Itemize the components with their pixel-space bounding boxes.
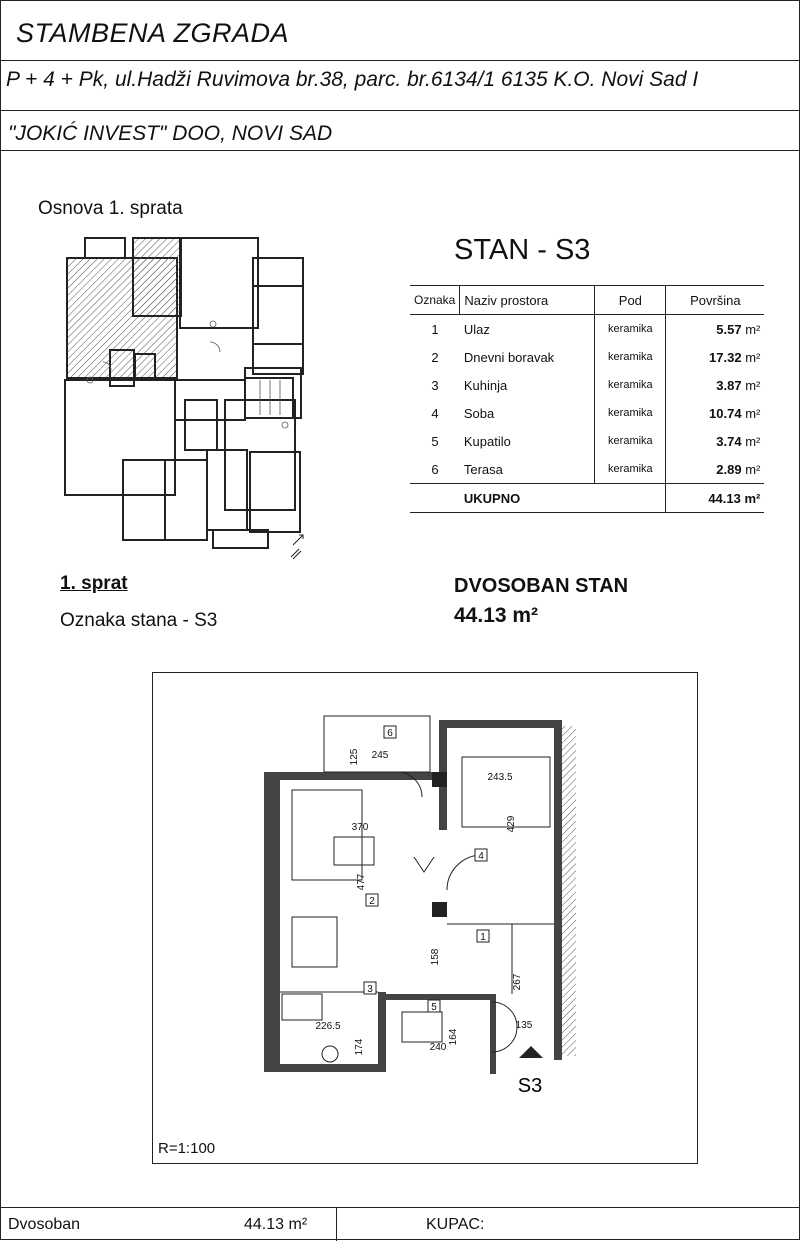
unit-heading: STAN - S3 <box>454 234 591 266</box>
table-row <box>410 371 764 399</box>
table-row <box>410 427 764 455</box>
room-no: 5 <box>431 433 439 449</box>
room-tag: 1 <box>480 932 486 943</box>
divider <box>0 110 800 111</box>
col-header-no: Oznaka <box>410 286 460 315</box>
dimension-label: 243.5 <box>487 772 513 783</box>
room-area: 17.32 m² <box>709 349 761 365</box>
col-header-name: Naziv prostora <box>460 286 595 315</box>
table-row <box>410 455 764 484</box>
dimension-label: 267 <box>512 973 523 991</box>
col-header-floor: Pod <box>595 286 666 315</box>
dimension-label: 158 <box>430 948 441 966</box>
room-no: 2 <box>431 349 439 365</box>
dimension-label: 240 <box>429 1042 447 1053</box>
room-no: 1 <box>431 321 439 337</box>
room-name: Ulaz <box>463 321 490 337</box>
rooms-table <box>410 285 764 513</box>
floor-overview-plan <box>55 230 325 575</box>
room-name: Terasa <box>463 461 503 477</box>
room-name: Kupatilo <box>463 433 511 449</box>
unit-code-label: Oznaka stana - S3 <box>60 610 218 631</box>
room-floor: keramika <box>595 399 666 427</box>
dimension-label: 174 <box>354 1038 365 1056</box>
dimension-label: 477 <box>356 873 367 891</box>
unit-marker: S3 <box>517 1075 543 1097</box>
room-floor: keramika <box>595 455 666 484</box>
dimension-label: 125 <box>349 748 360 766</box>
footer-type: Dvosoban <box>8 1216 81 1233</box>
table-row <box>410 343 764 371</box>
table-total-row <box>410 484 764 513</box>
table-row <box>410 399 764 427</box>
room-tag: 5 <box>431 1002 437 1013</box>
table-row <box>410 315 764 344</box>
room-no: 6 <box>431 461 439 477</box>
room-floor: keramika <box>595 343 666 371</box>
divider <box>0 60 800 61</box>
building-title: STAMBENA ZGRADA <box>16 18 290 48</box>
dimension-label: 135 <box>515 1020 533 1031</box>
room-area: 10.74 m² <box>709 405 761 421</box>
dimension-label: 245 <box>371 750 389 761</box>
room-floor: keramika <box>595 427 666 455</box>
room-floor: keramika <box>595 371 666 399</box>
room-tag: 2 <box>369 896 375 907</box>
footer-divider <box>336 1208 337 1241</box>
unit-area: 44.13 m² <box>454 604 539 627</box>
room-area: 3.87 m² <box>716 377 761 393</box>
investor-name: "JOKIĆ INVEST" DOO, NOVI SAD <box>8 122 333 145</box>
room-area: 2.89 m² <box>716 461 761 477</box>
dimension-label: 370 <box>351 822 369 833</box>
room-area: 3.74 m² <box>716 433 761 449</box>
total-label: UKUPNO <box>460 484 595 513</box>
section-arrow-icon <box>519 1046 543 1058</box>
room-tag: 4 <box>478 851 484 862</box>
footer <box>0 1207 800 1241</box>
room-tag: 6 <box>387 728 393 739</box>
building-address: P + 4 + Pk, ul.Hadži Ruvimova br.38, parc. br.6134/1 6135 K.O. Novi Sad I <box>6 68 699 91</box>
room-name: Soba <box>463 405 495 421</box>
room-no: 4 <box>431 405 439 421</box>
room-floor: keramika <box>595 315 666 344</box>
footer-buyer-label: KUPAC: <box>426 1216 485 1233</box>
divider <box>0 150 800 151</box>
room-no: 3 <box>431 377 439 393</box>
room-area: 5.57 m² <box>716 321 761 337</box>
overview-label: Osnova 1. sprata <box>38 198 183 219</box>
apartment-floor-plan <box>152 672 696 1112</box>
room-name: Dnevni boravak <box>463 349 555 365</box>
col-header-area: Površina <box>666 286 765 315</box>
total-area: 44.13 m² <box>666 484 765 513</box>
floor-label: 1. sprat <box>60 573 128 594</box>
dimension-label: 164 <box>448 1028 459 1046</box>
scale-label: R=1:100 <box>158 1140 216 1157</box>
dimension-label: 226.5 <box>315 1021 341 1032</box>
room-name: Kuhinja <box>463 377 508 393</box>
unit-type: DVOSOBAN STAN <box>454 575 629 597</box>
room-tag: 3 <box>367 984 373 995</box>
dimension-label: 429 <box>506 815 517 833</box>
footer-area: 44.13 m² <box>244 1216 308 1233</box>
